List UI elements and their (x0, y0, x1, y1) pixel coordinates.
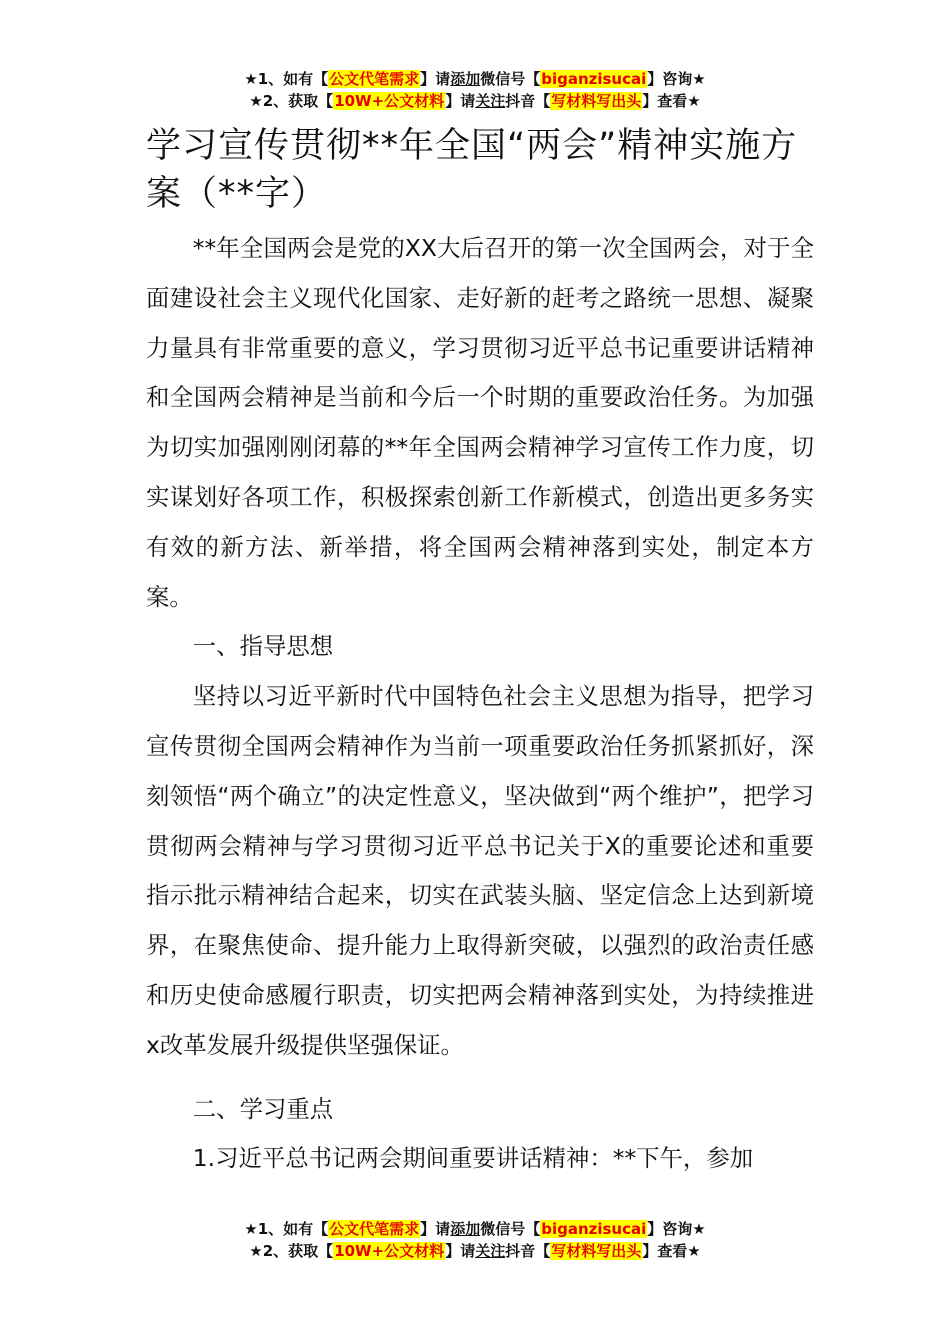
promo-underlined-text: 添加 (450, 70, 481, 88)
promo-banner-top (0, 68, 950, 112)
promo-text: ★1、如有【 (244, 70, 329, 88)
promo-text: 抖音【 (505, 1242, 551, 1260)
promo-line-1 (0, 68, 950, 90)
promo-text: ★1、如有【 (244, 1220, 329, 1238)
promo-text: 】咨询★ (647, 1220, 706, 1238)
highlight-tag: 公文代笔需求 (329, 1220, 420, 1238)
promo-text: 抖音【 (505, 92, 551, 110)
promo-line-2 (0, 90, 950, 112)
promo-text: 】请 (420, 1220, 451, 1238)
promo-line-1 (0, 1218, 950, 1240)
promo-text: 】查看★ (642, 1242, 701, 1260)
douyin-id-tag: 写材料写出头 (551, 92, 642, 110)
promo-underlined-text: 添加 (450, 1220, 481, 1238)
promo-underlined-text: 关注 (475, 92, 506, 110)
promo-text: 】请 (445, 92, 476, 110)
douyin-id-tag: 写材料写出头 (551, 1242, 642, 1260)
document-title: 学习宣传贯彻**年全国“两会”精神实施方案（**字） (146, 126, 798, 214)
wechat-id-tag: biganzisucai (541, 70, 647, 88)
section-paragraph-guiding-ideology: 坚持以习近平新时代中国特色社会主义思想为指导，把学习宣传贯彻全国两会精神作为当前一项重要政治任务抓紧抓好，深刻领悟“两个确立”的决定性意义，坚决做到“两个维护”，把学习贯彻两会精神与学习贯彻习近平总书记关于X的重要论述和重要指示批示精神结合起来，切实在武装头脑、坚定信念上达到新境界，在聚焦使命、提升能力上取得新突破，以强烈的政治责任感和历史使命感履行职责，切实把两会精神落到实处，为持续推进x改革发展升级提供坚强保证。 (146, 682, 814, 1059)
highlight-tag: 10W+公文材料 (334, 1242, 445, 1260)
promo-text: ★2、获取【 (249, 1242, 334, 1260)
intro-paragraph: **年全国两会是党的XX大后召开的第一次全国两会，对于全面建设社会主义现代化国家、走好新的赶考之路统一思想、凝聚力量具有非常重要的意义，学习贯彻习近平总书记重要讲话精神和全国两会精神是当前和今后一个时期的重要政治任务。为加强为切实加强刚刚闭幕的**年全国两会精神学习宣传工作力度，切实谋划好各项工作，积极探索创新工作新模式，创造出更多务实有效的新方法、新举措，将全国两会精神落到实处，制定本方案。 (146, 234, 814, 611)
wechat-id-tag: biganzisucai (541, 1220, 647, 1238)
promo-text: 微信号【 (480, 1220, 541, 1238)
section-item-1: 1.习近平总书记两会期间重要讲话精神：**下午，参加 (192, 1144, 754, 1173)
promo-underlined-text: 关注 (475, 1242, 506, 1260)
promo-text: 】请 (420, 70, 451, 88)
section-heading-guiding-ideology: 一、指导思想 (192, 632, 334, 661)
highlight-tag: 公文代笔需求 (329, 70, 420, 88)
paragraph-gap (146, 1071, 814, 1085)
promo-text: 微信号【 (480, 70, 541, 88)
promo-banner-bottom (0, 1218, 950, 1262)
promo-text: 】请 (445, 1242, 476, 1260)
promo-text: 】查看★ (642, 92, 701, 110)
promo-line-2 (0, 1240, 950, 1262)
document-body (146, 224, 814, 1184)
section-heading-study-focus: 二、学习重点 (192, 1094, 334, 1123)
promo-text: ★2、获取【 (249, 92, 334, 110)
highlight-tag: 10W+公文材料 (334, 92, 445, 110)
promo-text: 】咨询★ (647, 70, 706, 88)
